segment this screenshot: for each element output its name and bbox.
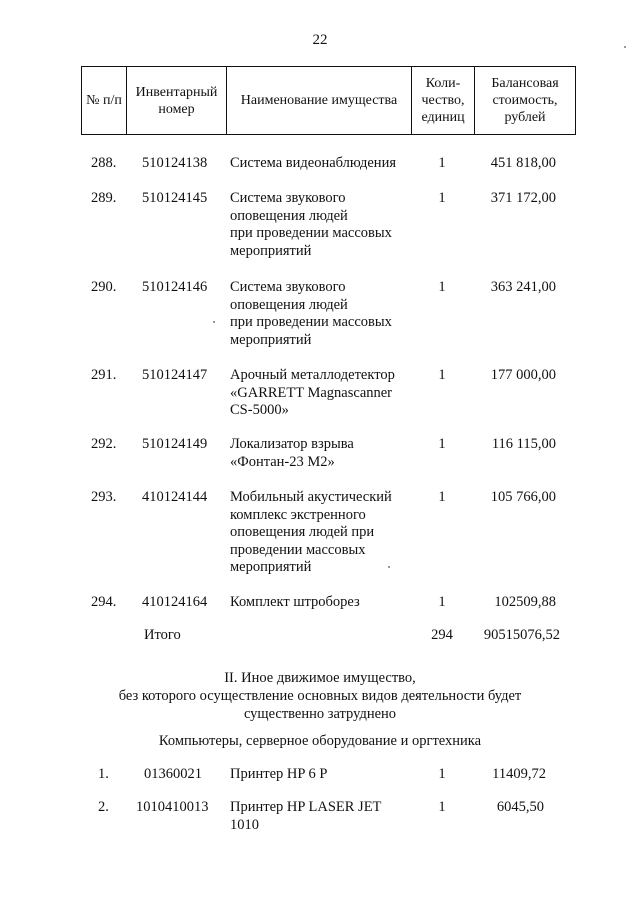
row-num: 1. [98, 766, 109, 782]
row-num: 293. [91, 489, 117, 505]
scan-speck [213, 321, 215, 323]
row-inventory: 510124145 [142, 190, 208, 206]
header-qty: Коли- чество, единиц [421, 76, 465, 125]
row-name: Система звукового оповещения людей при проведении массовых мероприятий [230, 279, 392, 348]
row-qty: 1 [438, 489, 446, 505]
row-value: 451 818,00 [490, 155, 556, 171]
row-name: Система звукового оповещения людей при проведении массовых мероприятий [230, 190, 392, 259]
row-qty: 1 [438, 155, 446, 171]
header-value: Балансовая стоимость, рублей [491, 76, 559, 125]
row-name: Мобильный акустический комплекс экстренного оповещения людей при проведении массовых мероприятий [230, 489, 392, 575]
row-num: 294. [91, 594, 117, 610]
row-inventory: 01360021 [144, 766, 202, 782]
header-name: Наименование имущества [240, 93, 398, 108]
row-inventory: 410124144 [142, 489, 208, 505]
row-qty: 1 [438, 766, 446, 782]
page-number: 22 [312, 32, 328, 48]
row-value: 105 766,00 [490, 489, 556, 505]
row-value: 371 172,00 [490, 190, 556, 206]
row-inventory: 410124164 [142, 594, 208, 610]
scan-speck [388, 566, 390, 568]
header-num: № п/п [86, 93, 122, 108]
row-qty: 1 [438, 594, 446, 610]
total-qty: 294 [431, 627, 453, 643]
scan-speck [624, 46, 626, 48]
section-heading: II. Иное движимое имущество, без которого осуществление основных видов деятельности будет существенно затруднено [118, 670, 522, 722]
row-value: 11409,72 [492, 766, 546, 782]
row-value: 102509,88 [494, 594, 556, 610]
row-name: Комплект штроборез [230, 594, 360, 610]
row-inventory: 1010410013 [136, 799, 209, 815]
row-qty: 1 [438, 799, 446, 815]
row-qty: 1 [438, 279, 446, 295]
row-value: 363 241,00 [490, 279, 556, 295]
row-value: 6045,50 [496, 799, 544, 815]
row-num: 289. [91, 190, 117, 206]
row-num: 291. [91, 367, 117, 383]
section-subheading: Компьютеры, серверное оборудование и оргтехника [158, 733, 482, 749]
row-num: 290. [91, 279, 117, 295]
row-num: 2. [98, 799, 109, 815]
row-inventory: 510124147 [142, 367, 208, 383]
row-qty: 1 [438, 367, 446, 383]
row-value: 116 115,00 [491, 436, 556, 452]
row-name: Принтер HP 6 P [230, 766, 328, 782]
total-value: 90515076,52 [483, 627, 560, 643]
total-label: Итого [144, 627, 181, 643]
row-num: 288. [91, 155, 117, 171]
row-qty: 1 [438, 190, 446, 206]
row-qty: 1 [438, 436, 446, 452]
row-inventory: 510124149 [142, 436, 208, 452]
row-inventory: 510124138 [142, 155, 208, 171]
row-inventory: 510124146 [142, 279, 208, 295]
row-num: 292. [91, 436, 117, 452]
row-value: 177 000,00 [490, 367, 556, 383]
row-name: Локализатор взрыва «Фонтан-23 М2» [230, 436, 354, 470]
row-name: Принтер HP LASER JET 1010 [230, 799, 382, 833]
row-name: Система видеонаблюдения [230, 155, 396, 171]
table-header [81, 66, 576, 135]
row-name: Арочный металлодетектор «GARRETT Magnascanner CS-5000» [230, 367, 395, 418]
header-inventory: Инвентарный номер [135, 84, 218, 117]
